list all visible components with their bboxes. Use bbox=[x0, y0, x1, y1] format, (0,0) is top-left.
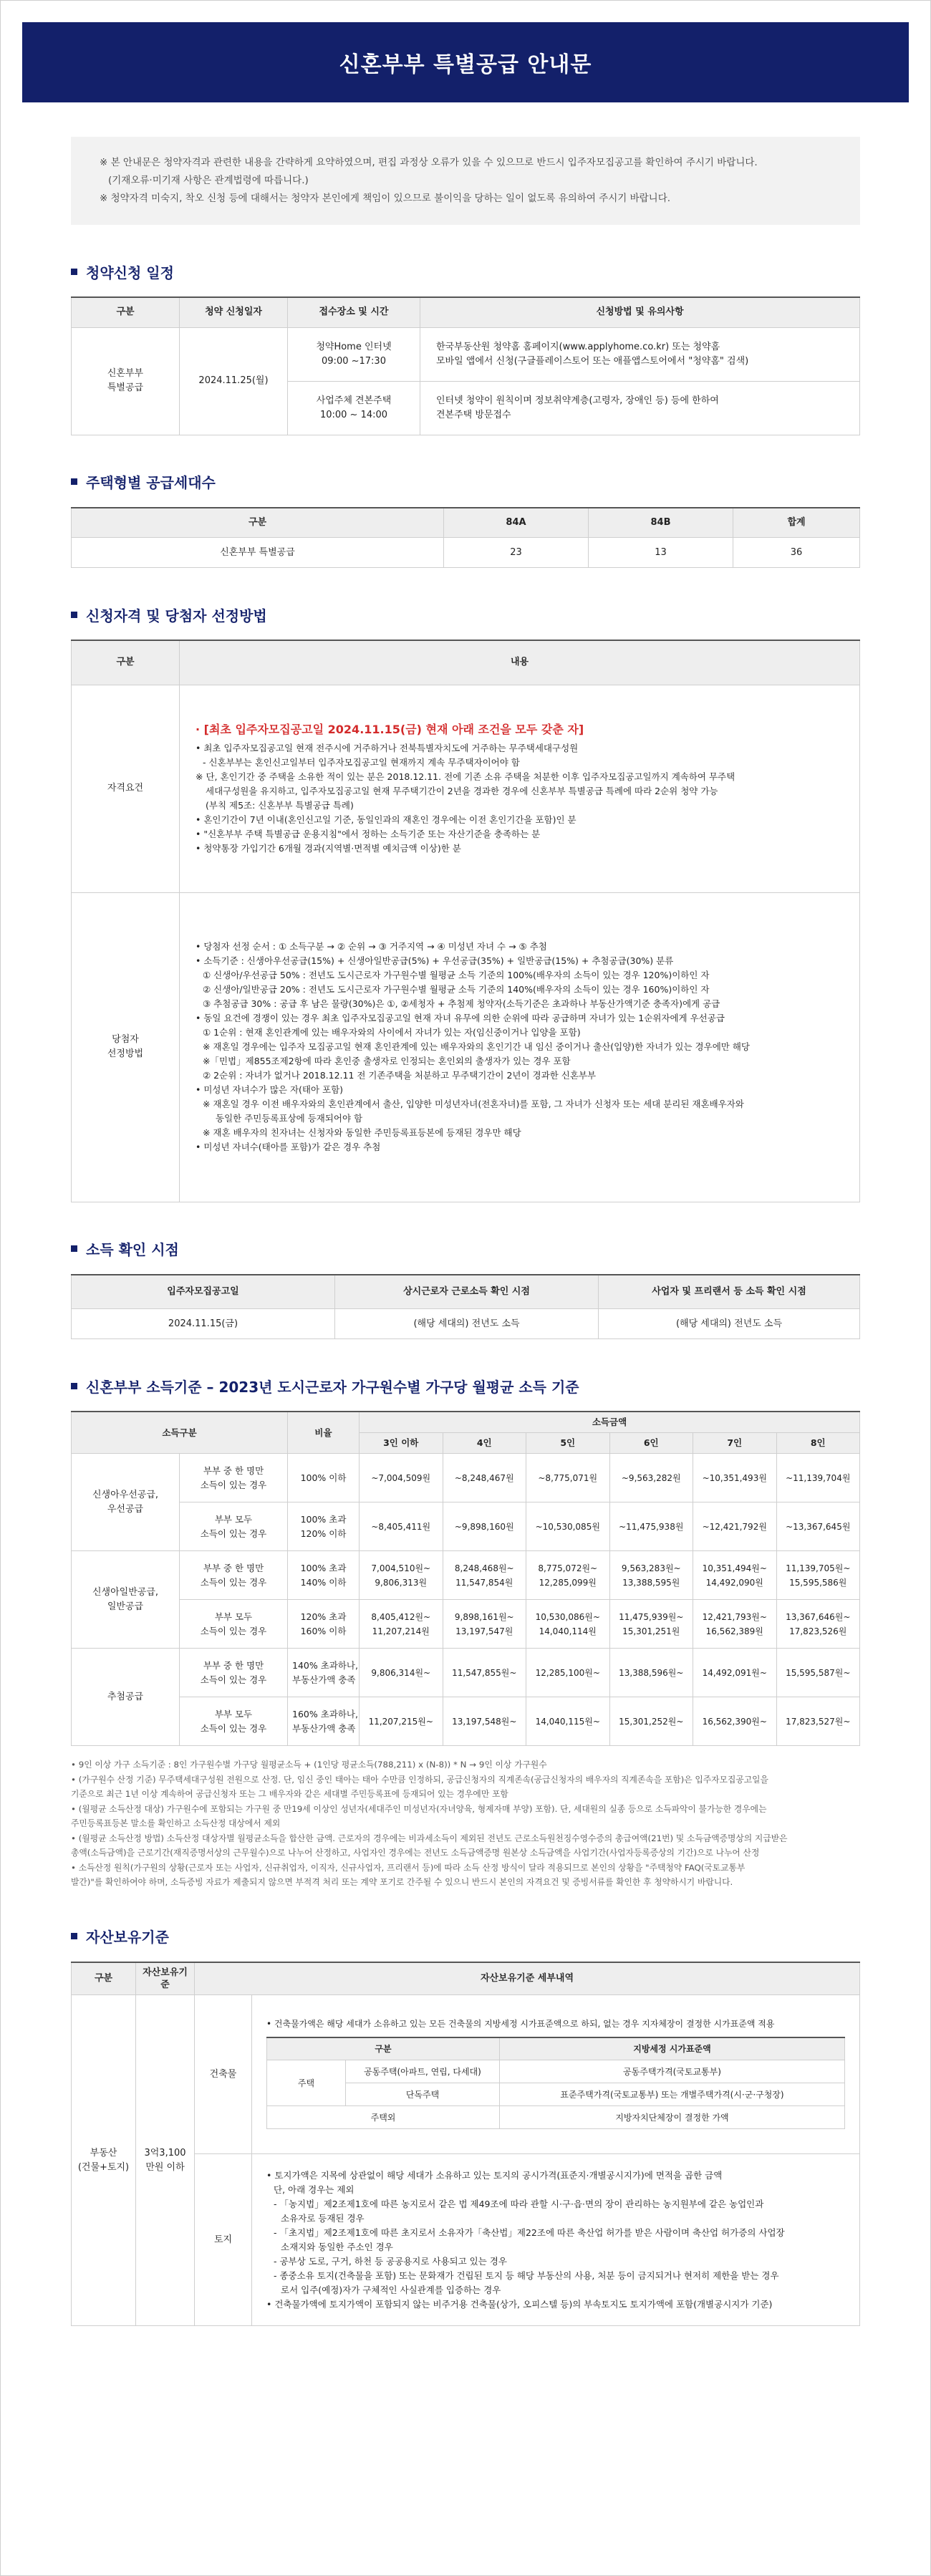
list-item: • 최초 입주자모집공고일 현재 전주시에 거주하거나 전북특별자치도에 거주하는 무주택세대구성원 bbox=[196, 743, 579, 753]
table-header: 3인 이하 bbox=[360, 1433, 443, 1454]
income-amount: 13,197,548원~ bbox=[443, 1697, 526, 1746]
section-title: 소득 확인 시점 bbox=[71, 1238, 860, 1260]
schedule-section bbox=[71, 261, 860, 435]
list-item: • 미성년 자녀수가 많은 자(태아 포함) bbox=[196, 1084, 344, 1095]
note-line: • 9인 이상 가구 소득기준 : 8인 가구원수별 가구당 월평균소득 + (1인당 평균소득(788,211) x (N-8)) * N → 9인 이상 가구원수 bbox=[71, 1760, 547, 1770]
list-item: - 「농지법」제2조제1호에 따른 농지로서 같은 법 제49조에 따라 관할 시·구·읍·면의 장이 관리하는 농지원부에 같은 농업인과 bbox=[274, 2198, 764, 2209]
income-ratio: 100% 초과 120% 이하 bbox=[288, 1502, 360, 1551]
section-title: 자산보유기준 bbox=[71, 1926, 860, 1947]
schedule-method: 인터넷 청약이 원칙이며 정보취약계층(고령자, 장애인 등) 등에 한하여 견본주택 방문접수 bbox=[420, 381, 860, 435]
income-amount: ~7,004,509원 bbox=[360, 1454, 443, 1502]
income-amount: ~8,405,411원 bbox=[360, 1502, 443, 1551]
bullet-square-icon bbox=[71, 269, 77, 275]
building-inner-table: 구분 지방세정 시가표준액 주택 공동주택(아파트, 연립, 다세대) 공동주택가격(국토교통부) 단독주택 표준주택가격(국토교통부) 또는 개별주택가격(시·군·구청장) 주택외 지방자치단체장이 결정한 가액 bbox=[266, 2037, 845, 2130]
income-amount: 13,367,646원~ 17,823,526원 bbox=[776, 1600, 860, 1649]
income-amount: ~8,248,467원 bbox=[443, 1454, 526, 1502]
asset-section bbox=[71, 1926, 860, 2327]
table-header: 합계 bbox=[733, 508, 860, 538]
req-content bbox=[180, 685, 860, 892]
sel-content bbox=[180, 892, 860, 1202]
table-row: 2024.11.15(금) (해당 세대의) 전년도 소득 (해당 세대의) 전년도 소득 bbox=[72, 1309, 860, 1339]
table-header: 구분 bbox=[72, 1962, 136, 1995]
note-line: 발간)"를 확인하여야 하며, 소득증빙 자료가 제출되지 않으면 부적격 처리 또는 계약 포기로 간주될 수 있으니 반드시 본인의 자격요건 및 증빙서류를 확인한 후 청약하시기 바랍니다. bbox=[71, 1877, 733, 1887]
table-header: 소득구분 bbox=[72, 1412, 288, 1454]
list-item: 소재지와 동일한 주소인 경우 bbox=[281, 2241, 393, 2252]
schedule-method: 한국부동산원 청약홈 홈페이지(www.applyhome.co.kr) 또는 청약홈 모바일 앱에서 신청(구글플레이스토어 또는 애플앱스토어에서 "청약홈" 검색) bbox=[420, 327, 860, 381]
income-sub-category: 부부 중 한 명만 소득이 있는 경우 bbox=[180, 1454, 288, 1502]
req-label: 자격요건 bbox=[72, 685, 180, 892]
income-amount: 11,475,939원~ 15,301,251원 bbox=[609, 1600, 693, 1649]
table-header: 상시근로자 근로소득 확인 시점 bbox=[335, 1275, 599, 1309]
income-amount: 11,547,855원~ bbox=[443, 1649, 526, 1697]
bullet-square-icon bbox=[71, 478, 77, 485]
list-item: • 미성년 자녀수(태아를 포함)가 같은 경우 추첨 bbox=[196, 1142, 381, 1152]
table-header: 84B bbox=[589, 508, 733, 538]
note-line: • (가구원수 산정 기준) 무주택세대구성원 전원으로 산정. 단, 임신 중인 태아는 태아 수만큼 인정하되, 공급신청자의 직계존속(공급신청자의 배우자의 직계존속을 포함)은 입주자모집공고일을 bbox=[71, 1774, 768, 1785]
income-std-table bbox=[71, 1411, 860, 1746]
note-line: • (월평균 소득산정 방법) 소득산정 대상자별 월평균소득을 합산한 금액. 근로자의 경우에는 비과세소득이 제외된 전년도 근로소득원천징수영수증의 총급여액(21번) 및 소득금액증명상의 지급받은 bbox=[71, 1833, 788, 1843]
list-item: ※ 재혼일 경우 이전 배우자와의 혼인관계에서 출산, 입양한 미성년자녀(전혼자녀)를 포함, 그 자녀가 신청자 또는 세대 분리된 재혼배우자와 bbox=[203, 1099, 744, 1109]
income-amount: ~10,530,085원 bbox=[526, 1502, 610, 1551]
schedule-place: 청약Home 인터넷 09:00 ~17:30 bbox=[288, 327, 420, 381]
table-header: 4인 bbox=[443, 1433, 526, 1454]
income-amount: 15,595,587원~ bbox=[776, 1649, 860, 1697]
list-item: ① 1순위 : 현재 혼인관계에 있는 배우자와의 사이에서 자녀가 있는 자(임신중이거나 입양을 포함) bbox=[203, 1027, 581, 1038]
list-item: ※ 재혼 배우자의 친자녀는 신청자와 동일한 주민등록표등본에 등재된 경우만 해당 bbox=[203, 1127, 521, 1138]
list-item: - 공부상 도로, 구거, 하천 등 공공용지로 사용되고 있는 경우 bbox=[274, 2255, 507, 2267]
table-header: 입주자모집공고일 bbox=[72, 1275, 335, 1309]
table-header: 자산보유기준 bbox=[136, 1962, 195, 1995]
income-amount: 16,562,390원~ bbox=[693, 1697, 777, 1746]
supply-table bbox=[71, 507, 860, 569]
list-item: 세대구성원을 유지하고, 입주자모집공고일 현재 무주택기간이 2년을 경과한 경우에 신혼부부 특별공급 특례에 따라 2순위 청약 가능 bbox=[206, 786, 718, 796]
section-title: 신혼부부 소득기준 – 2023년 도시근로자 가구원수별 가구당 월평균 소득 기준 bbox=[71, 1375, 860, 1396]
table-header: 소득금액 bbox=[360, 1412, 860, 1433]
list-item: 단, 아래 경우는 제외 bbox=[274, 2184, 354, 2195]
req-highlight: · [최초 입주자모집공고일 2024.11.15(금) 현재 아래 조건을 모두 갖춘 자] bbox=[196, 723, 584, 736]
table-header: 자산보유기준 세부내역 bbox=[195, 1962, 860, 1995]
income-sub-category: 부부 중 한 명만 소득이 있는 경우 bbox=[180, 1551, 288, 1600]
income-amount: ~9,898,160원 bbox=[443, 1502, 526, 1551]
table-row: 신혼부부 특별공급 23 13 36 bbox=[72, 538, 860, 568]
income-std-section bbox=[71, 1375, 860, 1746]
list-item: ② 신생아/일반공급 20% : 전년도 도시근로자 가구원수별 월평균 소득 기준의 140%(배우자의 소득이 있는 경우 160%)이하인 자 bbox=[203, 984, 710, 995]
income-amount: 9,806,314원~ bbox=[360, 1649, 443, 1697]
notice-box bbox=[71, 137, 860, 225]
land-content bbox=[252, 2154, 860, 2326]
income-amount: 12,421,793원~ 16,562,389원 bbox=[693, 1600, 777, 1649]
list-item: • 토지가액은 지목에 상관없이 해당 세대가 소유하고 있는 토지의 공시가격(표준지·개별공시지가)에 면적을 곱한 금액 bbox=[266, 2169, 723, 2181]
income-ratio: 100% 초과 140% 이하 bbox=[288, 1551, 360, 1600]
income-amount: 9,563,283원~ 13,388,595원 bbox=[609, 1551, 693, 1600]
list-item: 로서 입주(예정)자가 구체적인 사실관계를 입증하는 경우 bbox=[281, 2284, 501, 2295]
list-item: 소유자로 등재된 경우 bbox=[281, 2212, 365, 2224]
table-header: 8인 bbox=[776, 1433, 860, 1454]
list-item: - 신혼부부는 혼인신고일부터 입주자모집공고일 현재까지 계속 무주택자이어야 함 bbox=[203, 757, 520, 768]
income-amount: ~11,475,938원 bbox=[609, 1502, 693, 1551]
income-sub-category: 부부 모두 소득이 있는 경우 bbox=[180, 1502, 288, 1551]
list-item: ※ 재혼일 경우에는 입주자 모집공고일 현재 혼인관계에 있는 배우자와의 혼인기간 내 임신 중이거나 출산(입양)한 자녀가 있는 경우에만 해당 bbox=[203, 1041, 750, 1052]
income-amount: 13,388,596원~ bbox=[609, 1649, 693, 1697]
table-header: 지방세정 시가표준액 bbox=[500, 2037, 845, 2060]
income-sub-category: 부부 모두 소득이 있는 경우 bbox=[180, 1600, 288, 1649]
list-item: ② 2순위 : 자녀가 없거나 2018.12.11 전 기존주택을 처분하고 무주택기간이 2년이 경과한 신혼부부 bbox=[203, 1070, 597, 1081]
table-header: 5인 bbox=[526, 1433, 610, 1454]
income-ratio: 100% 이하 bbox=[288, 1454, 360, 1502]
table-row bbox=[72, 1502, 860, 1551]
income-sub-category: 부부 중 한 명만 소득이 있는 경우 bbox=[180, 1649, 288, 1697]
income-amount: ~12,421,792원 bbox=[693, 1502, 777, 1551]
income-amount: 15,301,252원~ bbox=[609, 1697, 693, 1746]
list-item: - 종중소유 토지(건축물을 포함) 또는 문화재가 건립된 토지 등 해당 부동산의 사용, 처분 등이 금지되거나 현저히 제한을 받는 경우 bbox=[274, 2269, 779, 2281]
notice-line: (기재오류·미기재 사항은 관계법령에 따릅니다.) bbox=[108, 175, 309, 186]
income-amount: 14,492,091원~ bbox=[693, 1649, 777, 1697]
list-item: • 혼인기간이 7년 이내(혼인신고일 기준, 동일인과의 재혼인 경우에는 이전 혼인기간을 포함)인 분 bbox=[196, 814, 577, 825]
page-header bbox=[22, 22, 909, 102]
schedule-place: 사업주체 견본주택 10:00 ~ 14:00 bbox=[288, 381, 420, 435]
table-row bbox=[72, 1551, 860, 1600]
page-title: 신혼부부 특별공급 안내문 bbox=[339, 52, 592, 77]
table-header: 구분 bbox=[72, 508, 444, 538]
table-header: 내용 bbox=[180, 640, 860, 685]
list-item: • 건축물가액에 토지가액이 포함되지 않는 비주거용 건축물(상가, 오피스텔 등)의 부속토지도 토지가액에 포함(개별공시지가 기준) bbox=[266, 2298, 773, 2310]
income-ratio: 140% 초과하나, 부동산가액 충족 bbox=[288, 1649, 360, 1697]
note-line: • (월평균 소득산정 대상) 가구원수에 포함되는 가구원 중 만19세 이상인 성년자(세대주인 미성년자(자녀양육, 형제자매 부양) 포함). 단, 세대원의 실종 등으로 소득파악이 불가능한 경우에는 bbox=[71, 1803, 767, 1814]
asset-standard: 3억3,100 만원 이하 bbox=[136, 1995, 195, 2326]
income-amount: ~13,367,645원 bbox=[776, 1502, 860, 1551]
schedule-category: 신혼부부 특별공급 bbox=[72, 327, 180, 435]
income-amount: 8,775,072원~ 12,285,099원 bbox=[526, 1551, 610, 1600]
notice-line: ※ 청약자격 미숙지, 착오 신청 등에 대해서는 청약자 본인에게 책임이 있으므로 불이익을 당하는 일이 없도록 유의하여 주시기 바랍니다. bbox=[100, 193, 671, 204]
table-header: 구분 bbox=[72, 640, 180, 685]
section-title: 주택형별 공급세대수 bbox=[71, 471, 860, 493]
sel-list bbox=[196, 940, 844, 1154]
bullet-square-icon bbox=[71, 1933, 77, 1939]
table-row bbox=[72, 1454, 860, 1502]
income-amount: 17,823,527원~ bbox=[776, 1697, 860, 1746]
income-check-section bbox=[71, 1238, 860, 1340]
schedule-date: 2024.11.25(월) bbox=[180, 327, 288, 435]
table-header: 사업자 및 프리랜서 등 소득 확인 시점 bbox=[599, 1275, 860, 1309]
income-amount: 8,248,468원~ 11,547,854원 bbox=[443, 1551, 526, 1600]
section-title: 신청자격 및 당첨자 선정방법 bbox=[71, 604, 860, 625]
income-amount: 14,040,115원~ bbox=[526, 1697, 610, 1746]
income-amount: ~8,775,071원 bbox=[526, 1454, 610, 1502]
building-label: 건축물 bbox=[195, 1995, 252, 2154]
income-sub-category: 부부 모두 소득이 있는 경우 bbox=[180, 1697, 288, 1746]
table-header: 구분 bbox=[72, 297, 180, 327]
income-amount: 8,405,412원~ 11,207,214원 bbox=[360, 1600, 443, 1649]
schedule-table bbox=[71, 296, 860, 435]
house-label: 주택 bbox=[267, 2060, 346, 2106]
income-amount: ~9,563,282원 bbox=[609, 1454, 693, 1502]
income-group-name: 추첨공급 bbox=[72, 1649, 180, 1746]
note-line: • 소득산정 원칙(가구원의 상황(근로자 또는 사업자, 신규취업자, 이직자, 신규사업자, 프리랜서 등)에 따라 소득 산정 방식이 달라 적용되므로 본인의 상황을 "주택청약 FAQ(국토교통부 bbox=[71, 1862, 746, 1873]
table-header: 구분 bbox=[267, 2037, 500, 2060]
income-amount: 7,004,510원~ 9,806,313원 bbox=[360, 1551, 443, 1600]
income-check-table bbox=[71, 1274, 860, 1340]
income-amount: 9,898,161원~ 13,197,547원 bbox=[443, 1600, 526, 1649]
table-row bbox=[72, 1600, 860, 1649]
notice-line: ※ 본 안내문은 청약자격과 관련한 내용을 간략하게 요약하였으며, 편집 과정상 오류가 있을 수 있으므로 반드시 입주자모집공고를 확인하여 주시기 바랍니다. bbox=[100, 157, 758, 168]
income-amount: 11,207,215원~ bbox=[360, 1697, 443, 1746]
list-item: ※「민법」제855조제2항에 따라 혼인중 출생자로 인정되는 혼인외의 출생자가 있는 경우 포함 bbox=[203, 1056, 571, 1066]
list-item: ※ 단, 혼인기간 중 주택을 소유한 적이 있는 분은 2018.12.11. 전에 기존 소유 주택을 처분한 이후 입주자모집공고일까지 계속하여 무주택 bbox=[196, 771, 735, 782]
list-item: ③ 추첨공급 30% : 공급 후 남은 물량(30%)은 ①, ②세청자 + 추첨제 청약자(소득기준은 초과하나 부동산가액기준 충족자)에게 공급 bbox=[203, 998, 720, 1009]
income-std-body bbox=[72, 1454, 860, 1746]
bullet-square-icon bbox=[71, 1383, 77, 1389]
list-item: ① 신생아/우선공급 50% : 전년도 도시근로자 가구원수별 월평균 소득 기준의 100%(배우자의 소득이 있는 경우 120%)이하인 자 bbox=[203, 970, 710, 980]
qualification-table bbox=[71, 640, 860, 1202]
list-item: 동일한 주민등록표상에 등재되어야 함 bbox=[216, 1113, 363, 1124]
supply-section bbox=[71, 471, 860, 569]
table-header: 7인 bbox=[693, 1433, 777, 1454]
income-ratio: 120% 초과 160% 이하 bbox=[288, 1600, 360, 1649]
income-amount: ~10,351,493원 bbox=[693, 1454, 777, 1502]
table-row bbox=[72, 1697, 860, 1746]
building-intro: • 건축물가액은 해당 세대가 소유하고 있는 모든 건축물의 지방세정 시가표준액으로 하되, 없는 경우 지자체장이 결정한 시가표준액 적용 bbox=[266, 2018, 775, 2029]
section-title: 청약신청 일정 bbox=[71, 261, 860, 282]
list-item: (부칙 제5조: 신혼부부 특별공급 특례) bbox=[206, 800, 354, 811]
income-group-name: 신생아우선공급, 우선공급 bbox=[72, 1454, 180, 1551]
list-item: - 「초지법」제2조제1호에 따른 초지로서 소유자가「축산법」제22조에 따른 축산업 허가를 받은 사람이며 축산업 허가증의 사업장 bbox=[274, 2227, 785, 2238]
table-header: 6인 bbox=[609, 1433, 693, 1454]
income-ratio: 160% 초과하나, 부동산가액 충족 bbox=[288, 1697, 360, 1746]
income-amount: ~11,139,704원 bbox=[776, 1454, 860, 1502]
building-content bbox=[252, 1995, 860, 2154]
asset-category: 부동산 (건물+토지) bbox=[72, 1995, 136, 2326]
req-list bbox=[196, 741, 844, 856]
note-line: 주민등록표등본 말소를 확인하고 소득산정 대상에서 제외 bbox=[71, 1818, 281, 1828]
sel-label: 당첨자 선정방법 bbox=[72, 892, 180, 1202]
table-header: 신청방법 및 유의사항 bbox=[420, 297, 860, 327]
income-group-name: 신생아일반공급, 일반공급 bbox=[72, 1551, 180, 1649]
list-item: • "신혼부부 주택 특별공급 운용지침"에서 정하는 소득기준 또는 자산기준을 충족하는 분 bbox=[196, 829, 541, 839]
income-amount: 12,285,100원~ bbox=[526, 1649, 610, 1697]
table-header: 청약 신청일자 bbox=[180, 297, 288, 327]
income-amount: 10,351,494원~ 14,492,090원 bbox=[693, 1551, 777, 1600]
list-item: • 소득기준 : 신생아우선공급(15%) + 신생아일반공급(5%) + 우선공급(35%) + 일반공급(15%) + 추첨공급(30%) 분류 bbox=[196, 955, 674, 966]
land-label: 토지 bbox=[195, 2154, 252, 2326]
bullet-square-icon bbox=[71, 612, 77, 618]
bullet-square-icon bbox=[71, 1245, 77, 1252]
table-header: 접수장소 및 시간 bbox=[288, 297, 420, 327]
table-header: 84A bbox=[444, 508, 589, 538]
income-notes bbox=[71, 1757, 860, 1890]
land-list bbox=[266, 2169, 845, 2312]
table-header: 비율 bbox=[288, 1412, 360, 1454]
note-line: 기준으로 최근 1년 이상 계속하여 공급신청자 또는 그 배우자와 같은 세대별 주민등록표에 등재되어 있는 경우에만 포함 bbox=[71, 1789, 508, 1799]
income-amount: 11,139,705원~ 15,595,586원 bbox=[776, 1551, 860, 1600]
list-item: • 청약통장 가입기간 6개월 경과(지역별·면적별 예치금액 이상)한 분 bbox=[196, 843, 461, 854]
table-row bbox=[72, 1649, 860, 1697]
qualification-section bbox=[71, 604, 860, 1202]
list-item: • 동일 요건에 경쟁이 있는 경우 최초 입주자모집공고일 현재 자녀 유무에 의한 순위에 따라 공급하며 자녀가 있는 1순위자에게 우선공급 bbox=[196, 1013, 725, 1023]
list-item: • 당첨자 선정 순서 : ① 소득구분 → ② 순위 → ③ 거주지역 → ④ 미성년 자녀 수 → ⑤ 추첨 bbox=[196, 941, 547, 952]
income-amount: 10,530,086원~ 14,040,114원 bbox=[526, 1600, 610, 1649]
asset-table bbox=[71, 1962, 860, 2327]
note-line: 총액(소득금액)을 근로기간(재직증명서상의 근무월수)으로 나누어 산정하고, 사업자인 경우에는 전년도 소득금액증명 원본상 소득금액을 사업기간(사업자등록증상의 기간)으로 나누어 산정 bbox=[71, 1848, 760, 1858]
